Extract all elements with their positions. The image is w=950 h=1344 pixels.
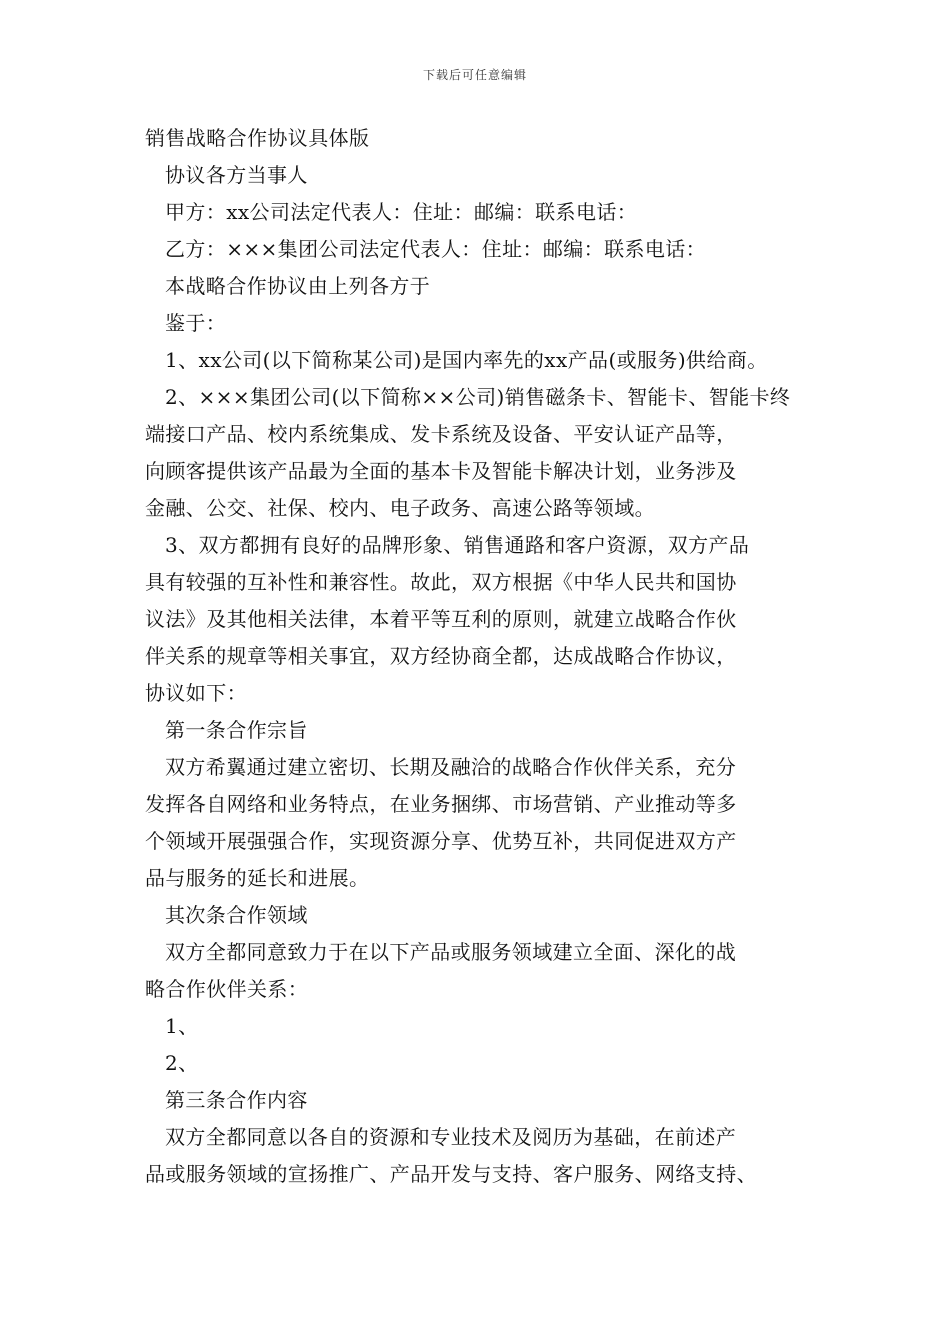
- paragraph-line: 双方全都同意致力于在以下产品或服务领域建立全面、深化的战: [165, 940, 737, 964]
- paragraph-line: 双方全都同意以各自的资源和专业技术及阅历为基础，在前述产: [165, 1125, 737, 1149]
- paragraph-line: 议法》及其他相关法律，本着平等互利的原则，就建立战略合作伙: [145, 607, 737, 631]
- paragraph-line: 第三条合作内容: [165, 1088, 308, 1112]
- paragraph-line: 端接口产品、校内系统集成、发卡系统及设备、平安认证产品等，: [145, 422, 737, 446]
- paragraph-line: 本战略合作协议由上列各方于: [165, 274, 431, 298]
- paragraph-line: 1、: [165, 1014, 199, 1038]
- paragraph-line: 品与服务的延长和进展。: [145, 866, 370, 890]
- paragraph-line: 具有较强的互补性和兼容性。故此，双方根据《中华人民共和国协: [145, 570, 737, 594]
- paragraph-line: 金融、公交、社保、校内、电子政务、高速公路等领域。: [145, 496, 655, 520]
- paragraph-line: 2、: [165, 1051, 199, 1075]
- paragraph-line: 鉴于：: [165, 311, 227, 335]
- paragraph-line: 甲方：xx公司法定代表人：住址：邮编：联系电话：: [165, 200, 638, 224]
- paragraph-line: 品或服务领域的宣扬推广、产品开发与支持、客户服务、网络支持、: [145, 1162, 757, 1186]
- paragraph-line: 协议如下：: [145, 681, 247, 705]
- paragraph-line: 双方希翼通过建立密切、长期及融洽的战略合作伙伴关系，充分: [165, 755, 737, 779]
- paragraph-line: 伴关系的规章等相关事宜，双方经协商全都，达成战略合作协议，: [145, 644, 737, 668]
- paragraph-line: 2、×××集团公司(以下简称××公司)销售磁条卡、智能卡、智能卡终: [165, 385, 791, 409]
- paragraph-line: 略合作伙伴关系：: [145, 977, 309, 1001]
- paragraph-line: 第一条合作宗旨: [165, 718, 308, 742]
- paragraph-line: 发挥各自网络和业务特点，在业务捆绑、市场营销、产业推动等多: [145, 792, 737, 816]
- paragraph-line: 向顾客提供该产品最为全面的基本卡及智能卡解决计划，业务涉及: [145, 459, 737, 483]
- paragraph-line: 其次条合作领域: [165, 903, 308, 927]
- paragraph-line: 1、xx公司(以下简称某公司)是国内率先的xx产品(或服务)供给商。: [165, 348, 768, 372]
- paragraph-line: 个领域开展强强合作，实现资源分享、优势互补，共同促进双方产: [145, 829, 737, 853]
- paragraph-line: 协议各方当事人: [165, 163, 308, 187]
- document-body: [145, 120, 835, 1193]
- paragraph-line: 3、双方都拥有良好的品牌形象、销售通路和客户资源，双方产品: [165, 533, 750, 557]
- paragraph-line: 乙方：×××集团公司法定代表人：住址：邮编：联系电话：: [165, 237, 707, 261]
- page-header: 下载后可任意编辑: [422, 68, 527, 82]
- document-title: 销售战略合作协议具体版: [145, 126, 370, 150]
